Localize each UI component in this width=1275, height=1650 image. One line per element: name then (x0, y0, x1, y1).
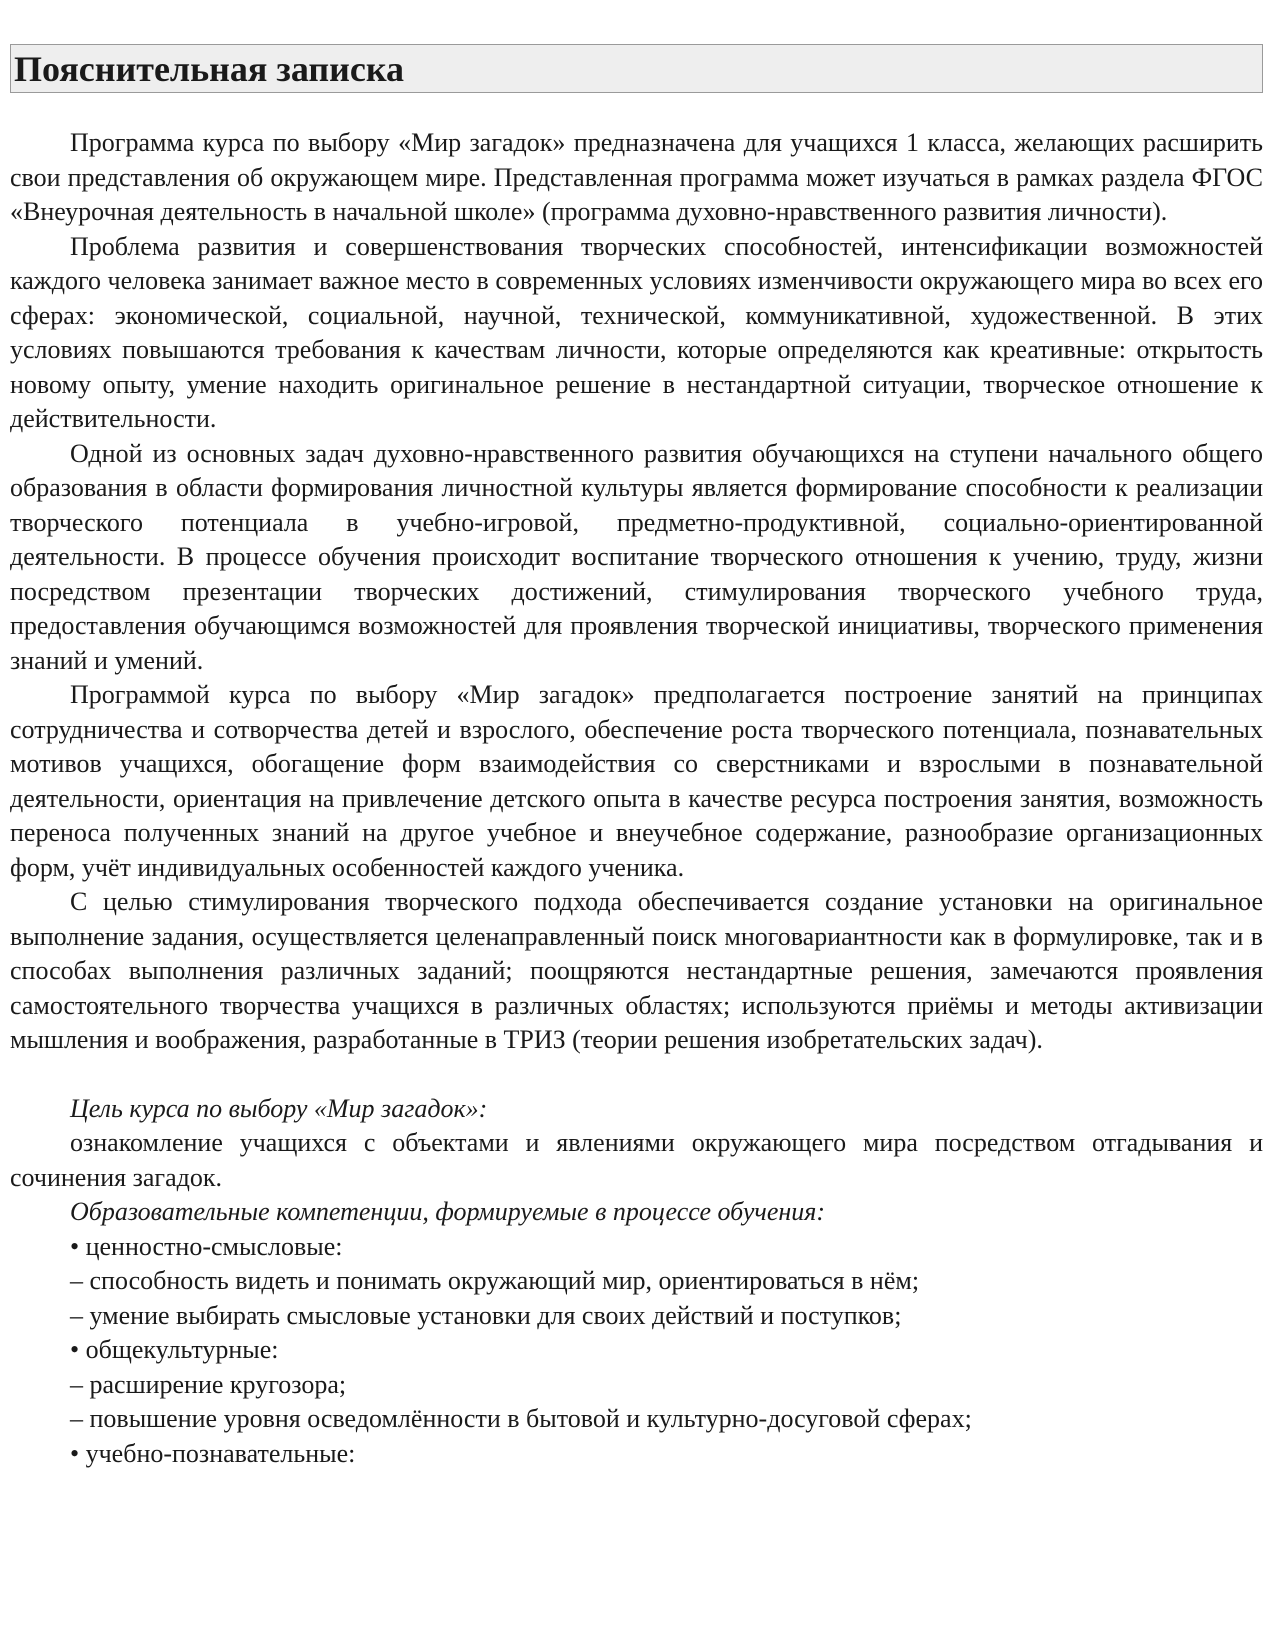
list-item: – повышение уровня осведомлённости в бытовой и культурно-досуговой сферах; (70, 1404, 972, 1433)
paragraph: Программа курса по выбору «Мир загадок» предназначена для учащихся 1 класса, желающих расширить свои представления об окружающем мире. Представленная программа может изучаться в рамках раздела ФГОС «Внеурочная деятельность в начальной школе» (программа духовно-нравственного развития личности). (10, 128, 1263, 226)
list-item: – умение выбирать смысловые установки для своих действий и поступков; (70, 1300, 902, 1330)
paragraph: С целью стимулирования творческого подхода обеспечивается создание установки на оригинальное выполнение задания, осуществляется целенаправленный поиск многовариантности как в формулировке, так и в способах выполнения различных заданий; поощряются нестандартные решения, замечаются проявления самостоятельного творчества учащихся в различных областях; используются приёмы и методы активизации мышления и воображения, разработанные в ТРИЗ (теории решения изобретательских задач). (10, 887, 1263, 1054)
page-title: Пояснительная записка (14, 48, 405, 89)
list-item: – расширение кругозора; (70, 1369, 347, 1399)
list-item: • учебно-познавательные: (70, 1438, 356, 1468)
title-box (10, 44, 1263, 93)
paragraph: Проблема развития и совершенствования творческих способностей, интенсификации возможностей каждого человека занимает важное место в современных условиях изменчивости окружающего мира во всех его сферах: экономической, социальной, научной, технической, коммуникативной, художественной. В этих условиях повышаются требования к качествам личности, которые определяются как креативные: открытость новому опыту, умение находить оригинальное решение в нестандартной ситуации, творческое отношение к действительности. (10, 231, 1263, 433)
paragraph: Одной из основных задач духовно-нравственного развития обучающихся на ступени начального общего образования в области формирования личностной культуры является формирование способности к реализации творческого потенциала в учебно-игровой, предметно-продуктивной, социально-ориентированной деятельности. В процессе обучения происходит воспитание творческого отношения к учению, труду, жизни посредством презентации творческих достижений, стимулирования творческого учебного труда, предоставления обучающимся возможностей для проявления творческой инициативы, творческого применения знаний и умений. (10, 438, 1263, 675)
competencies-heading: Образовательные компетенции, формируемые в процессе обучения: (70, 1197, 826, 1226)
competencies-list (10, 1230, 1263, 1472)
list-item: – способность видеть и понимать окружающий мир, ориентироваться в нём; (70, 1266, 920, 1295)
paragraph: Программой курса по выбору «Мир загадок» предполагается построение занятий на принципах сотрудничества и сотворчества детей и взрослого, обеспечение роста творческого потенциала, познавательных мотивов учащихся, обогащение форм взаимодействия со сверстниками и взрослыми в познавательной деятельности, ориентация на привлечение детского опыта в качестве ресурса построения занятия, возможность переноса полученных знаний на другое учебное и внеучебное содержание, разнообразие организационных форм, учёт индивидуальных особенностей каждого ученика. (10, 680, 1263, 882)
document-body (10, 126, 1263, 1471)
document-page (10, 44, 1263, 1471)
goal-heading: Цель курса по выбору «Мир загадок»: (70, 1093, 488, 1123)
list-item: • общекультурные: (70, 1335, 279, 1364)
goal-text: ознакомление учащихся с объектами и явлениями окружающего мира посредством отгадывания и сочинения загадок. (10, 1128, 1263, 1192)
list-item: • ценностно-смысловые: (70, 1231, 343, 1261)
